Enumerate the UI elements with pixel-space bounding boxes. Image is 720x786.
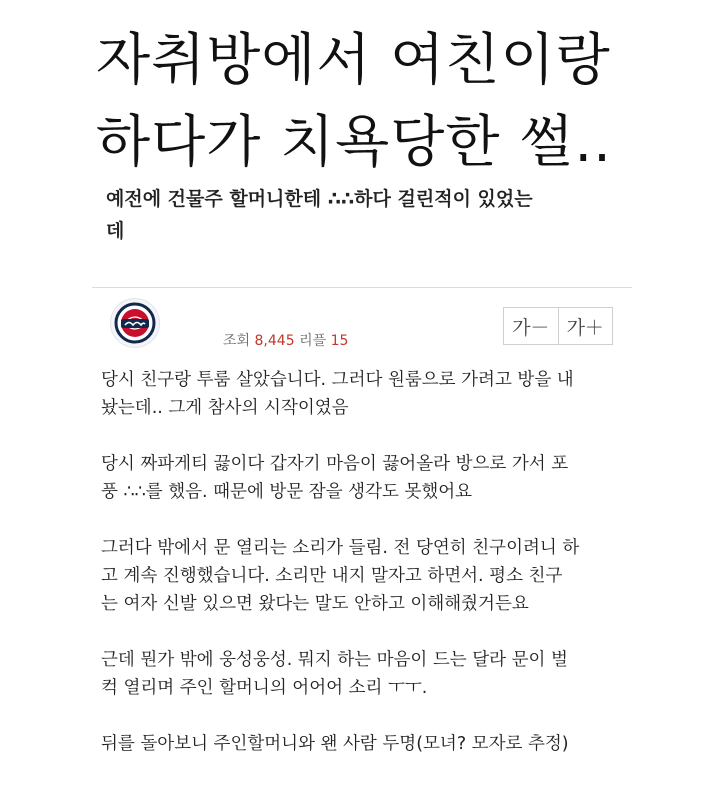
views-count: 8,445	[254, 333, 295, 349]
body-line: 놨는데.. 그게 참사의 시작이였음	[101, 398, 349, 418]
replies-label: 리플	[299, 333, 327, 349]
subtitle-line: 데	[106, 220, 125, 242]
body-line: 당시 친구랑 투룸 살았습니다. 그러다 원룸으로 가려고 방을 내	[101, 370, 574, 390]
post-stats	[223, 330, 348, 350]
body-line: 당시 짜파게티 끓이다 갑자기 마음이 끓어올라 방으로 가서 포	[101, 454, 569, 474]
body-paragraph	[101, 450, 641, 506]
body-paragraph	[101, 366, 641, 422]
subtitle-line: 예전에 건물주 할머니한테 ∴∴하다 걸린적이 있었는	[106, 188, 533, 210]
body-line: 근데 뭔가 밖에 웅성웅성. 뭐지 하는 마음이 드는 달라 문이 벌	[101, 650, 568, 670]
font-increase-button[interactable]: 가＋	[558, 308, 613, 344]
body-paragraph	[101, 646, 641, 702]
body-line: 그러다 밖에서 문 열리는 소리가 들림. 전 당연히 친구이려니 하	[101, 538, 580, 558]
post-subtitle	[106, 183, 626, 247]
body-paragraph	[101, 730, 641, 758]
body-line: 뒤를 돌아보니 주인할머니와 왠 사람 두명(모녀? 모자로 추정)	[101, 734, 569, 754]
body-line: 풍 ∴∴를 했음. 때문에 방문 잠을 생각도 못했어요	[101, 482, 473, 502]
font-decrease-button[interactable]: 가－	[512, 316, 550, 339]
twins-logo-icon	[111, 299, 159, 347]
headline-line: 하다가 치욕당한 썰..	[96, 110, 612, 175]
headline-line: 자취방에서 여친이랑	[96, 28, 611, 93]
font-size-control	[503, 307, 613, 345]
post-body	[101, 366, 641, 786]
body-line: 고 계속 진행했습니다. 소리만 내지 말자고 하면서. 평소 친구	[101, 566, 563, 586]
body-line: 컥 열리며 주인 할머니의 어어어 소리 ㅜㅜ.	[101, 678, 428, 698]
avatar[interactable]	[110, 298, 160, 348]
body-paragraph	[101, 534, 641, 618]
post-headline	[96, 20, 696, 184]
views-label: 조회	[223, 333, 251, 349]
replies-count: 15	[330, 333, 349, 349]
body-line: 는 여자 신발 있으면 왔다는 말도 안하고 이해해줬거든요	[101, 594, 529, 614]
header-divider	[92, 287, 632, 288]
